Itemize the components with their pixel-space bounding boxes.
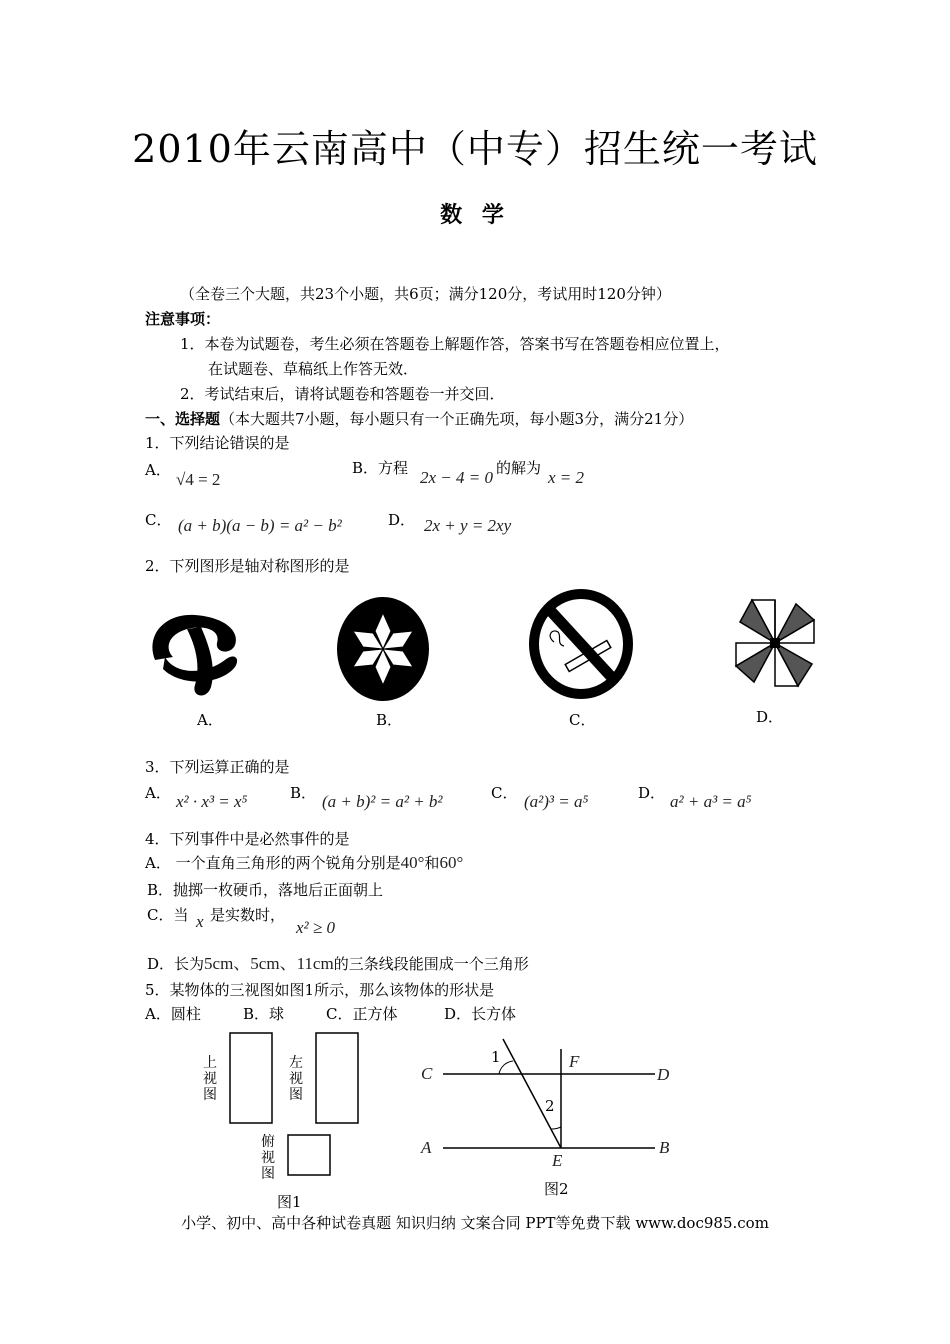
q5-option-d: D．长方体 [444, 1005, 517, 1023]
q4-option-a-and: 和 [424, 854, 440, 872]
smoke-icon [550, 631, 564, 646]
q2-figure-a-logo [145, 605, 245, 700]
q1-option-a-label: A． [145, 461, 171, 479]
q2-label-d: D． [756, 708, 784, 726]
question-3-stem: 3．下列运算正确的是 [145, 758, 290, 776]
q4-option-d [147, 954, 529, 974]
q1-option-b-equation: 2x − 4 = 0 [420, 468, 493, 487]
front-view-label: 上视图 [203, 1055, 217, 1103]
q3-option-d-label: D． [638, 784, 666, 802]
q4-option-a-angle2: 60° [439, 853, 464, 872]
q3-option-d-math: a² + a³ = a⁵ [670, 792, 752, 811]
q3-option-b-label: B． [290, 784, 317, 802]
note-item-2: 2．考试结束后，请将试题卷和答题卷一并交回． [180, 385, 505, 403]
q3-option-b-math: (a + b)² = a² + b² [322, 792, 443, 811]
figure-2-caption: 图2 [544, 1180, 569, 1198]
q4-option-d-part2: 的三条线段能围成一个三角形 [333, 955, 529, 973]
q2-label-a: A． [197, 711, 223, 729]
fig2-label-d: D [657, 1065, 670, 1084]
notes-heading: 注意事项： [145, 310, 221, 328]
q2-figure-b-snowflake [333, 595, 433, 703]
angle-1-arc [499, 1061, 513, 1074]
footer-ad-text: 小学、初中、高中各种试卷真题 知识归纳 文案合同 PPT等免费下载 www.doc985.com [181, 1214, 769, 1232]
q4-option-c-part2: 是实数时， [210, 906, 286, 924]
fig2-label-a: A [421, 1138, 432, 1157]
q4-option-d-lengths: 5cm、5cm、11cm [204, 954, 334, 973]
fig2-angle-1-label: 1 [491, 1048, 501, 1066]
q4-option-a [145, 853, 463, 873]
front-view-rect [230, 1033, 272, 1123]
q1-option-b-mid: 的解为 [496, 459, 542, 477]
q1-option-a-math: √4 = 2 [176, 470, 221, 489]
q2-figure-d-pinwheel [732, 596, 818, 690]
section-desc: （本大题共7小题，每小题只有一个正确先项，每小题3分，满分21分） [220, 410, 694, 428]
q1-option-b-solution: x = 2 [548, 468, 585, 487]
logo-vertical-stroke [187, 627, 213, 695]
left-view-rect [316, 1033, 358, 1123]
q1-option-d-math: 2x + y = 2xy [424, 516, 512, 535]
question-2-stem: 2．下列图形是轴对称图形的是 [145, 557, 350, 575]
question-4-stem: 4．下列事件中是必然事件的是 [145, 830, 350, 848]
q4-option-c-part1: C．当 [147, 906, 189, 924]
q4-option-c-math: x² ≥ 0 [296, 918, 335, 937]
q4-option-c-var: x [196, 912, 204, 931]
section-heading [145, 409, 693, 429]
fig2-label-f: F [569, 1052, 580, 1071]
figure-1-three-views [200, 1025, 370, 1185]
q3-option-a-math: x² · x³ = x⁵ [176, 792, 248, 811]
q2-label-b: B． [376, 711, 403, 729]
q4-option-b: B．抛掷一枚硬币，落地后正面朝上 [147, 881, 384, 899]
q4-option-d-part1: D．长为 [147, 955, 205, 973]
subject-heading: 数 学 [440, 203, 510, 228]
pinwheel-center [770, 638, 780, 648]
top-view-label: 俯视图 [261, 1134, 275, 1182]
q1-option-b-label: B．方程 [352, 459, 409, 477]
q5-option-b: B．球 [243, 1005, 285, 1023]
page-title: 2010年云南高中（中专）招生统一考试 [132, 127, 818, 171]
note-item-1: 1．本卷为试题卷，考生必须在答题卷上解题作答，答案书写在答题卷相应位置上， [180, 335, 730, 353]
transversal-line [503, 1039, 561, 1148]
q1-option-c-label: C． [145, 511, 172, 529]
q3-option-c-math: (a²)³ = a⁵ [524, 792, 589, 811]
exam-info: （全卷三个大题，共23个小题，共6页；满分120分，考试用时120分钟） [180, 285, 671, 303]
q1-option-c-math: (a + b)(a − b) = a² − b² [178, 516, 342, 535]
sign-slash [548, 608, 616, 682]
q5-option-a: A．圆柱 [145, 1005, 201, 1023]
figure-1-caption: 图1 [277, 1193, 302, 1211]
fig2-label-b: B [659, 1138, 670, 1157]
q3-option-c-label: C． [491, 784, 518, 802]
q1-option-d-label: D． [388, 511, 416, 529]
q2-label-c: C． [569, 711, 596, 729]
note-item-1-cont: 在试题卷、草稿纸上作答无效． [208, 360, 419, 378]
left-view-label: 左视图 [289, 1055, 303, 1103]
angle-2-arc [551, 1127, 561, 1129]
question-1-stem: 1．下列结论错误的是 [145, 434, 290, 452]
q4-option-a-text: A． 一个直角三角形的两个锐角分别是 [145, 854, 401, 872]
q5-option-c: C．正方体 [326, 1005, 398, 1023]
section-title: 一、选择题 [145, 410, 221, 428]
top-view-rect [288, 1135, 330, 1175]
fig2-label-e: E [552, 1151, 563, 1170]
q2-figure-c-no-smoking [528, 588, 634, 700]
fig2-angle-2-label: 2 [545, 1097, 555, 1115]
fig2-label-c: C [421, 1064, 433, 1083]
question-5-stem: 5．某物体的三视图如图1所示，那么该物体的形状是 [145, 981, 495, 999]
q3-option-a-label: A． [145, 784, 171, 802]
q4-option-a-angle1: 40° [400, 853, 425, 872]
